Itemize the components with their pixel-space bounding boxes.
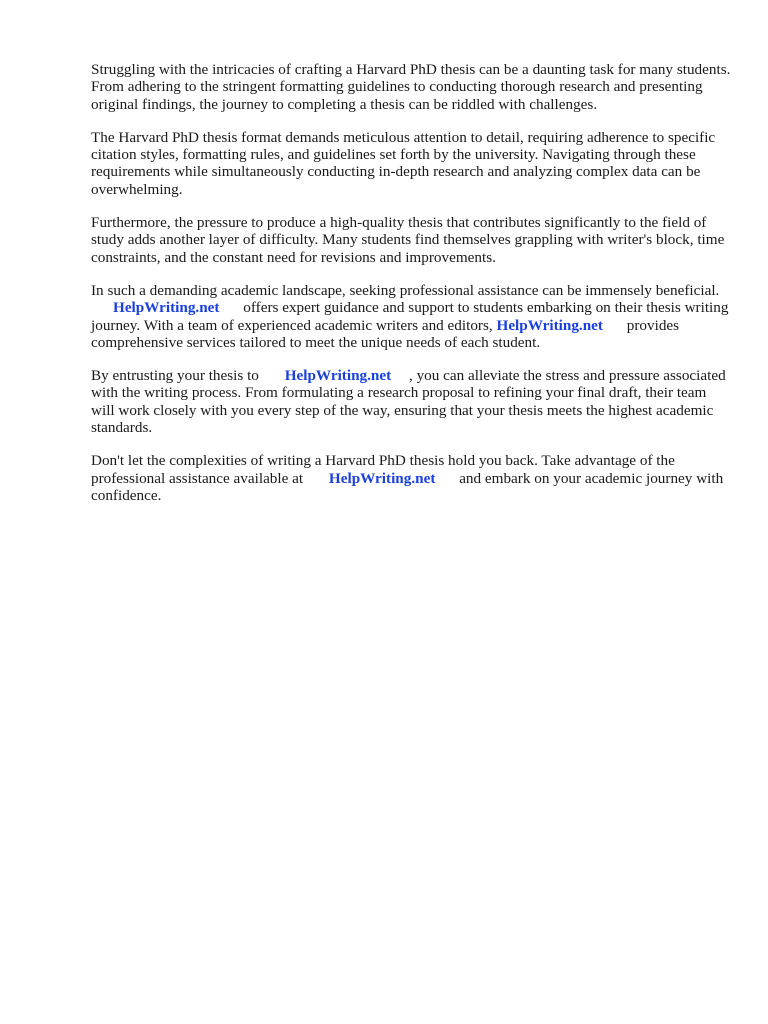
paragraph-intro	[91, 61, 731, 113]
paragraph-closing-text-a: Don't let the complexities of writing a Harvard PhD thesis hold you back. Take advantage of the professional assistance available at	[91, 452, 675, 487]
paragraph-pressure-text: Furthermore, the pressure to produce a high-quality thesis that contributes significantly to the field of study adds another layer of difficulty. Many students find themselves grappling with writer's block, time constraints, and the constant need for revisions and improvements.	[91, 214, 725, 266]
paragraph-assistance-text-a: In such a demanding academic landscape, seeking professional assistance can be immensely beneficial.	[91, 281, 720, 299]
paragraph-assistance-text-b: offers expert guidance and support to students embarking on their thesis writing journey. With a team of experienced academic writers and editors,	[91, 299, 729, 334]
paragraph-format-text: The Harvard PhD thesis format demands meticulous attention to detail, requiring adherence to specific citation styles, formatting rules, and guidelines set forth by the university. Navigating through these requirements while simultaneously conducting in-depth research and analyzing complex data can be overwhelming.	[91, 128, 716, 198]
paragraph-closing-text-b: and embark on your academic journey with confidence.	[91, 469, 724, 504]
paragraph-entrusting-text-b: , you can alleviate the stress and pressure associated with the writing process. From formulating a research proposal to refining your final draft, their team will work closely with you every step of the way, ensuring that your thesis meets the highest academic standards.	[91, 367, 726, 437]
paragraph-format	[91, 129, 731, 198]
paragraph-assistance	[91, 282, 731, 351]
helpwriting-link-3[interactable]: HelpWriting.net	[284, 367, 392, 385]
paragraph-entrusting-text-a: By entrusting your thesis to	[91, 367, 259, 385]
helpwriting-link-4[interactable]: HelpWriting.net	[328, 469, 436, 487]
helpwriting-link-2[interactable]: HelpWriting.net	[496, 316, 603, 334]
document-page	[91, 61, 731, 520]
paragraph-closing	[91, 452, 731, 504]
helpwriting-link-1[interactable]: HelpWriting.net	[113, 299, 220, 317]
paragraph-intro-text: Struggling with the intricacies of crafting a Harvard PhD thesis can be a daunting task for many students. From adhering to the stringent formatting guidelines to conducting thorough research and presenting original findings, the journey to completing a thesis can be riddled with challenges.	[91, 61, 731, 113]
paragraph-assistance-text-c: provides comprehensive services tailored to meet the unique needs of each student.	[91, 316, 680, 351]
paragraph-entrusting	[91, 367, 731, 436]
paragraph-pressure	[91, 214, 731, 266]
